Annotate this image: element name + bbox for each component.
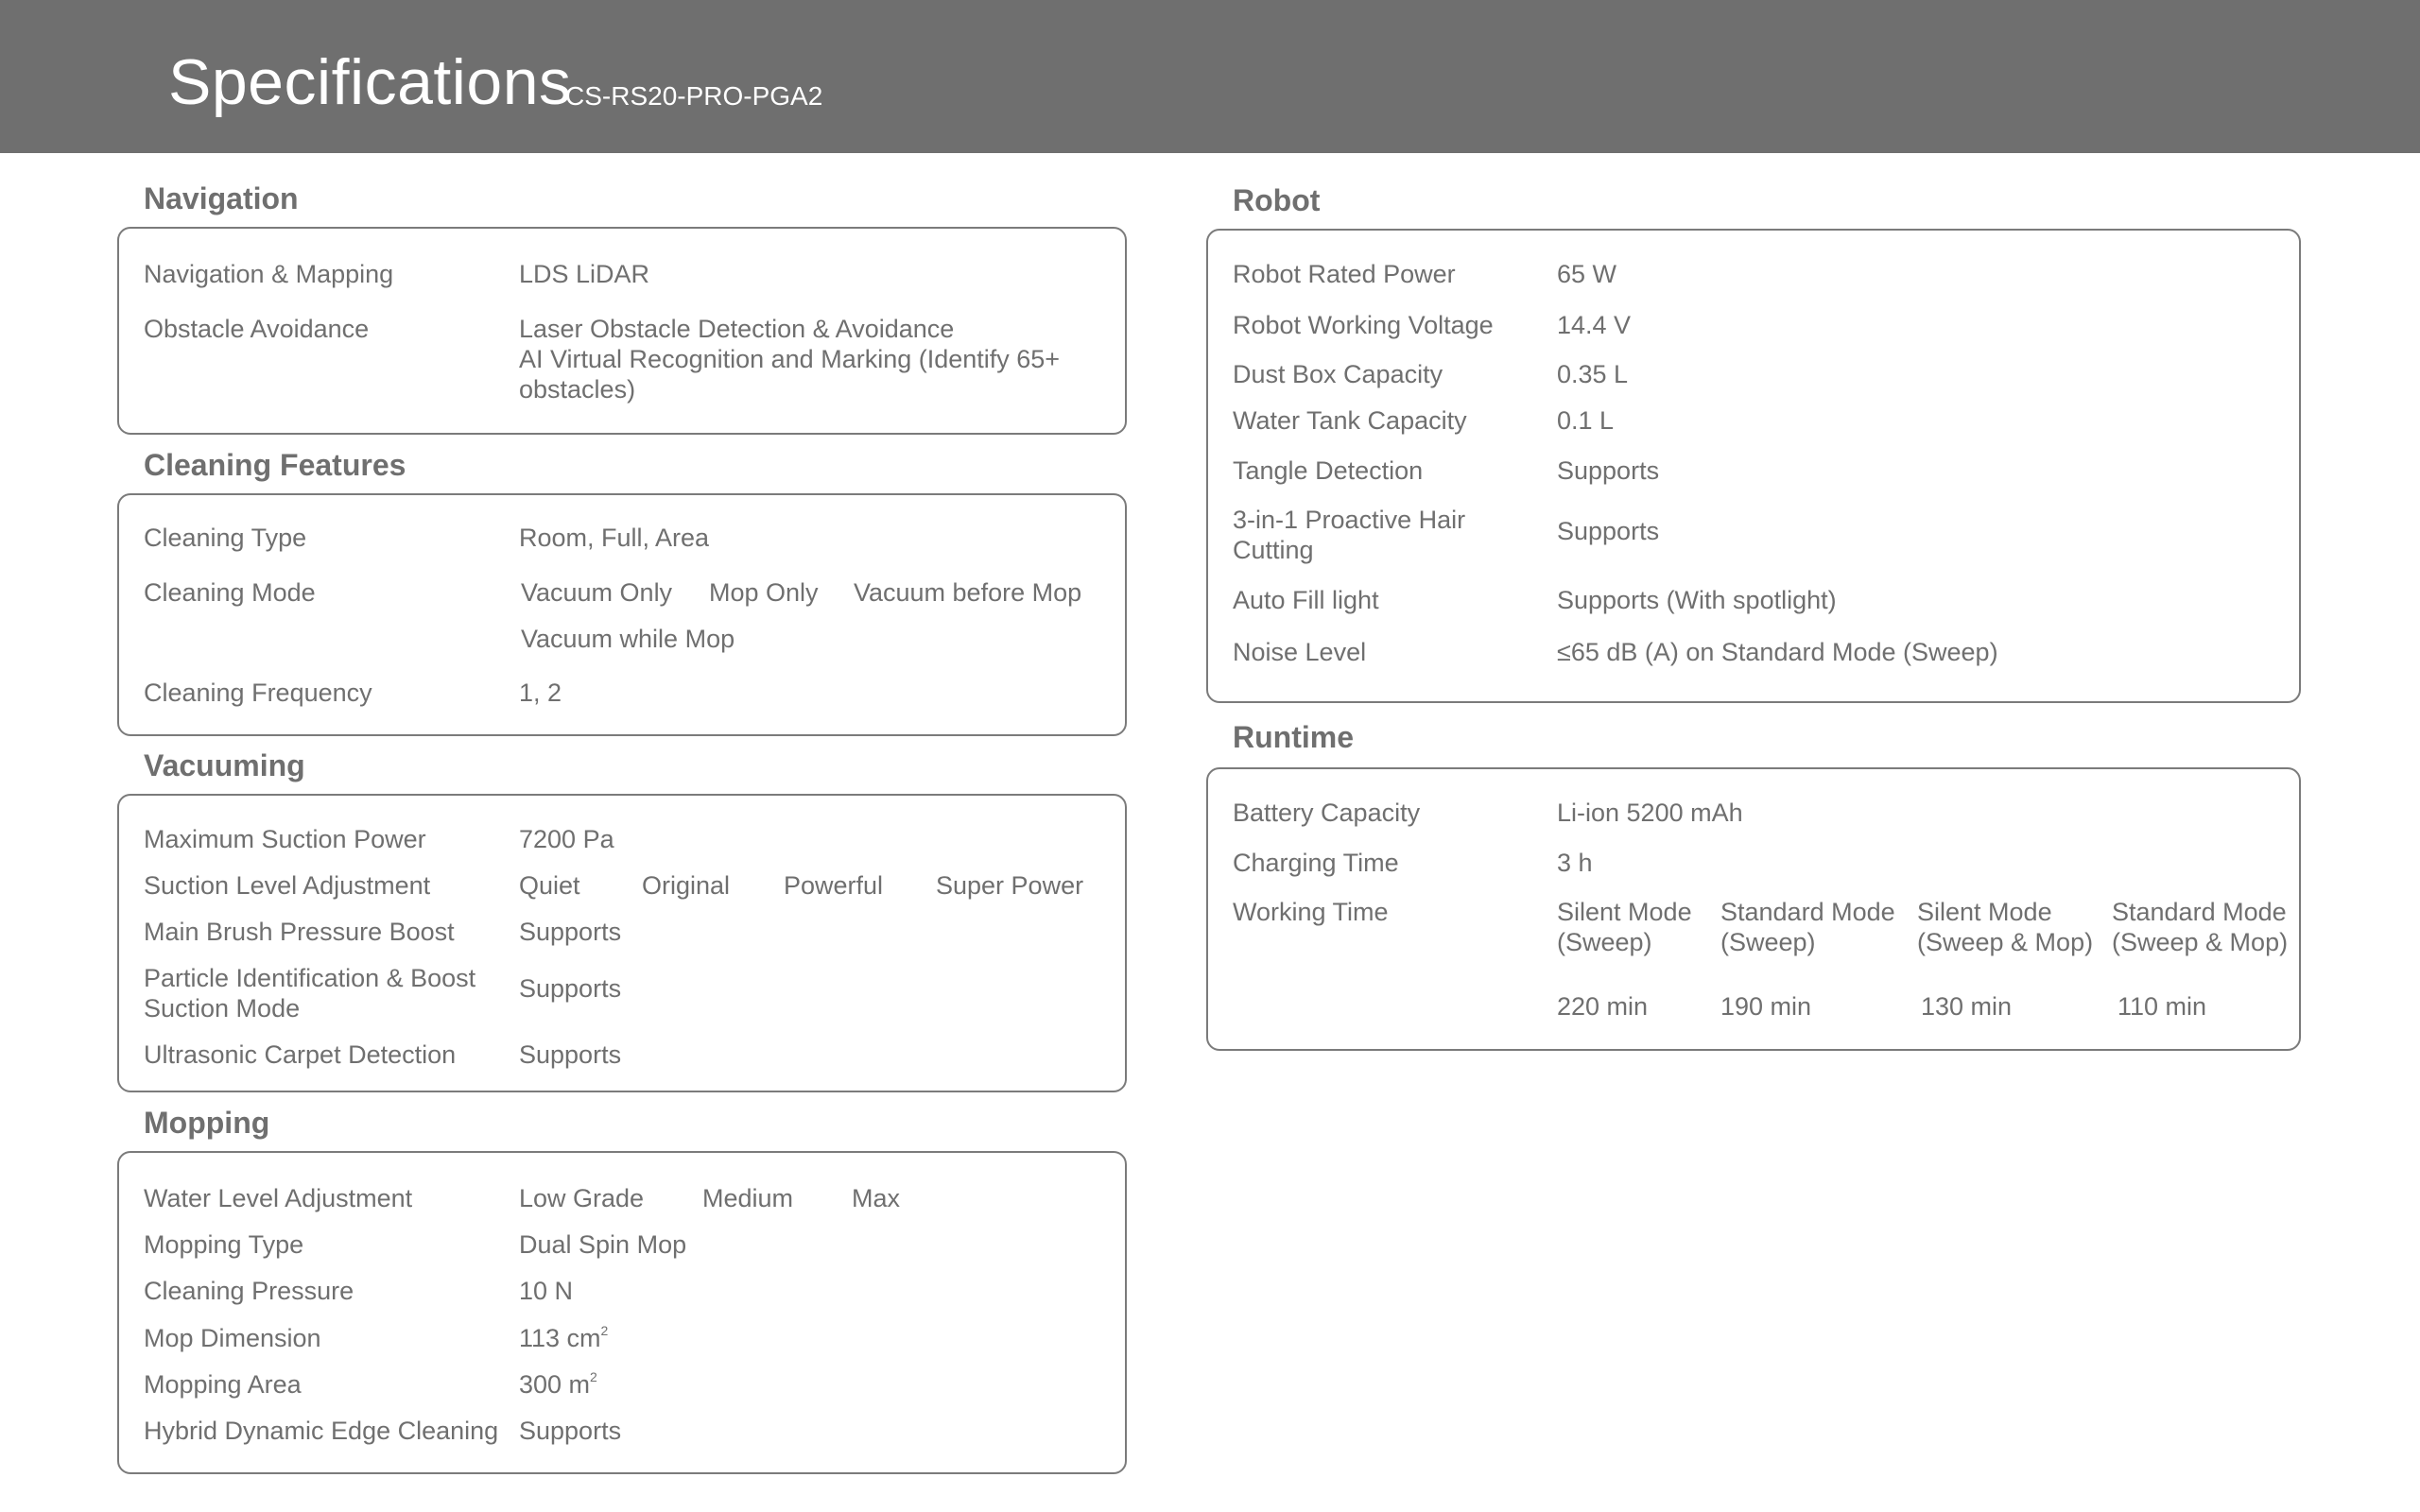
suction-level-option: Powerful [784,871,884,900]
model-number: CS-RS20-PRO-PGA2 [565,81,823,111]
working-mode-time: 220 min [1557,992,1649,1021]
spec-label: Dust Box Capacity [1233,360,1443,388]
spec-label: Mopping Type [144,1230,304,1259]
spec-value: 3 h [1557,849,1593,877]
spec-label: Particle Identification & Boost [144,964,476,992]
spec-label: Auto Fill light [1233,586,1379,614]
water-level-option: Medium [702,1184,794,1212]
spec-label: Suction Mode [144,994,301,1022]
spec-label: Robot Rated Power [1233,260,1456,288]
superscript: 2 [590,1369,597,1384]
water-level-option: Max [852,1184,901,1212]
working-mode-name: (Sweep) [1557,928,1652,956]
section-title-cleaning: Cleaning Features [144,448,406,482]
cleaning-mode-option: Vacuum Only [521,578,673,607]
spec-value: Li-ion 5200 mAh [1557,799,1743,827]
water-level-option: Low Grade [519,1184,645,1212]
spec-value: Supports [519,1417,622,1445]
spec-label: Mop Dimension [144,1324,321,1352]
spec-value: 0.35 L [1557,360,1629,388]
spec-label: Cutting [1233,536,1314,564]
spec-label: 3-in-1 Proactive Hair [1233,506,1466,534]
working-mode-name: (Sweep & Mop) [2112,928,2289,956]
cleaning-mode-option: Mop Only [709,578,819,607]
spec-value: AI Virtual Recognition and Marking (Identify 65+ [519,345,1061,373]
spec-label: Robot Working Voltage [1233,311,1494,339]
spec-label: Ultrasonic Carpet Detection [144,1040,457,1069]
mopping-area-value: 300 m [519,1370,591,1399]
mop-dimension-value: 113 cm [519,1324,601,1352]
spec-value: 7200 Pa [519,825,614,853]
working-mode-time: 130 min [1921,992,2013,1021]
working-mode-time: 110 min [2118,992,2207,1021]
spec-value: 65 W [1557,260,1617,288]
spec-label: Working Time [1233,898,1389,926]
spec-value: Supports [519,974,622,1003]
spec-value: LDS LiDAR [519,260,650,288]
spec-value [519,1369,597,1400]
suction-level-option: Super Power [936,871,1084,900]
spec-label: Navigation & Mapping [144,260,394,288]
spec-value: 1, 2 [519,679,562,707]
spec-label: Obstacle Avoidance [144,315,370,343]
suction-level-option: Original [642,871,731,900]
working-mode-name: (Sweep) [1720,928,1816,956]
working-mode-name: Standard Mode [1720,898,1895,926]
spec-label: Mopping Area [144,1370,302,1399]
working-mode-name: (Sweep & Mop) [1917,928,2094,956]
spec-value: Dual Spin Mop [519,1230,687,1259]
spec-value: Supports [1557,517,1660,545]
spec-label: Water Level Adjustment [144,1184,413,1212]
spec-label: Charging Time [1233,849,1399,877]
suction-level-option: Quiet [519,871,580,900]
cleaning-mode-option: Vacuum before Mop [854,578,1082,607]
spec-value: Supports (With spotlight) [1557,586,1837,614]
cleaning-mode-option: Vacuum while Mop [521,625,735,653]
working-mode-time: 190 min [1720,992,1812,1021]
spec-label: Suction Level Adjustment [144,871,431,900]
spec-value [519,1323,608,1353]
spec-value: 0.1 L [1557,406,1615,435]
spec-value: 14.4 V [1557,311,1632,339]
working-mode-name: Standard Mode [2112,898,2287,926]
section-title-robot: Robot [1233,183,1321,217]
spec-value: Laser Obstacle Detection & Avoidance [519,315,955,343]
spec-label: Cleaning Frequency [144,679,372,707]
working-mode-name: Silent Mode [1557,898,1692,926]
spec-label: Cleaning Pressure [144,1277,354,1305]
spec-label: Tangle Detection [1233,456,1424,485]
spec-label: Battery Capacity [1233,799,1421,827]
spec-label: Hybrid Dynamic Edge Cleaning [144,1417,499,1445]
spec-value: 10 N [519,1277,574,1305]
spec-value: Room, Full, Area [519,524,710,552]
spec-label: Cleaning Type [144,524,307,552]
header-bar [0,0,2420,153]
section-title-navigation: Navigation [144,181,299,215]
spec-label: Cleaning Mode [144,578,316,607]
spec-label: Main Brush Pressure Boost [144,918,455,946]
section-title-mopping: Mopping [144,1106,270,1140]
spec-value: ≤65 dB (A) on Standard Mode (Sweep) [1557,638,1998,666]
spec-label: Noise Level [1233,638,1367,666]
spec-label: Maximum Suction Power [144,825,426,853]
section-title-runtime: Runtime [1233,720,1354,754]
section-title-vacuuming: Vacuuming [144,748,305,782]
superscript: 2 [600,1323,609,1338]
spec-label: Water Tank Capacity [1233,406,1467,435]
working-mode-name: Silent Mode [1917,898,2052,926]
spec-value: Supports [1557,456,1660,485]
spec-value: Supports [519,1040,622,1069]
spec-value: Supports [519,918,622,946]
spec-value: obstacles) [519,375,636,404]
page-title: Specifications [168,46,572,118]
